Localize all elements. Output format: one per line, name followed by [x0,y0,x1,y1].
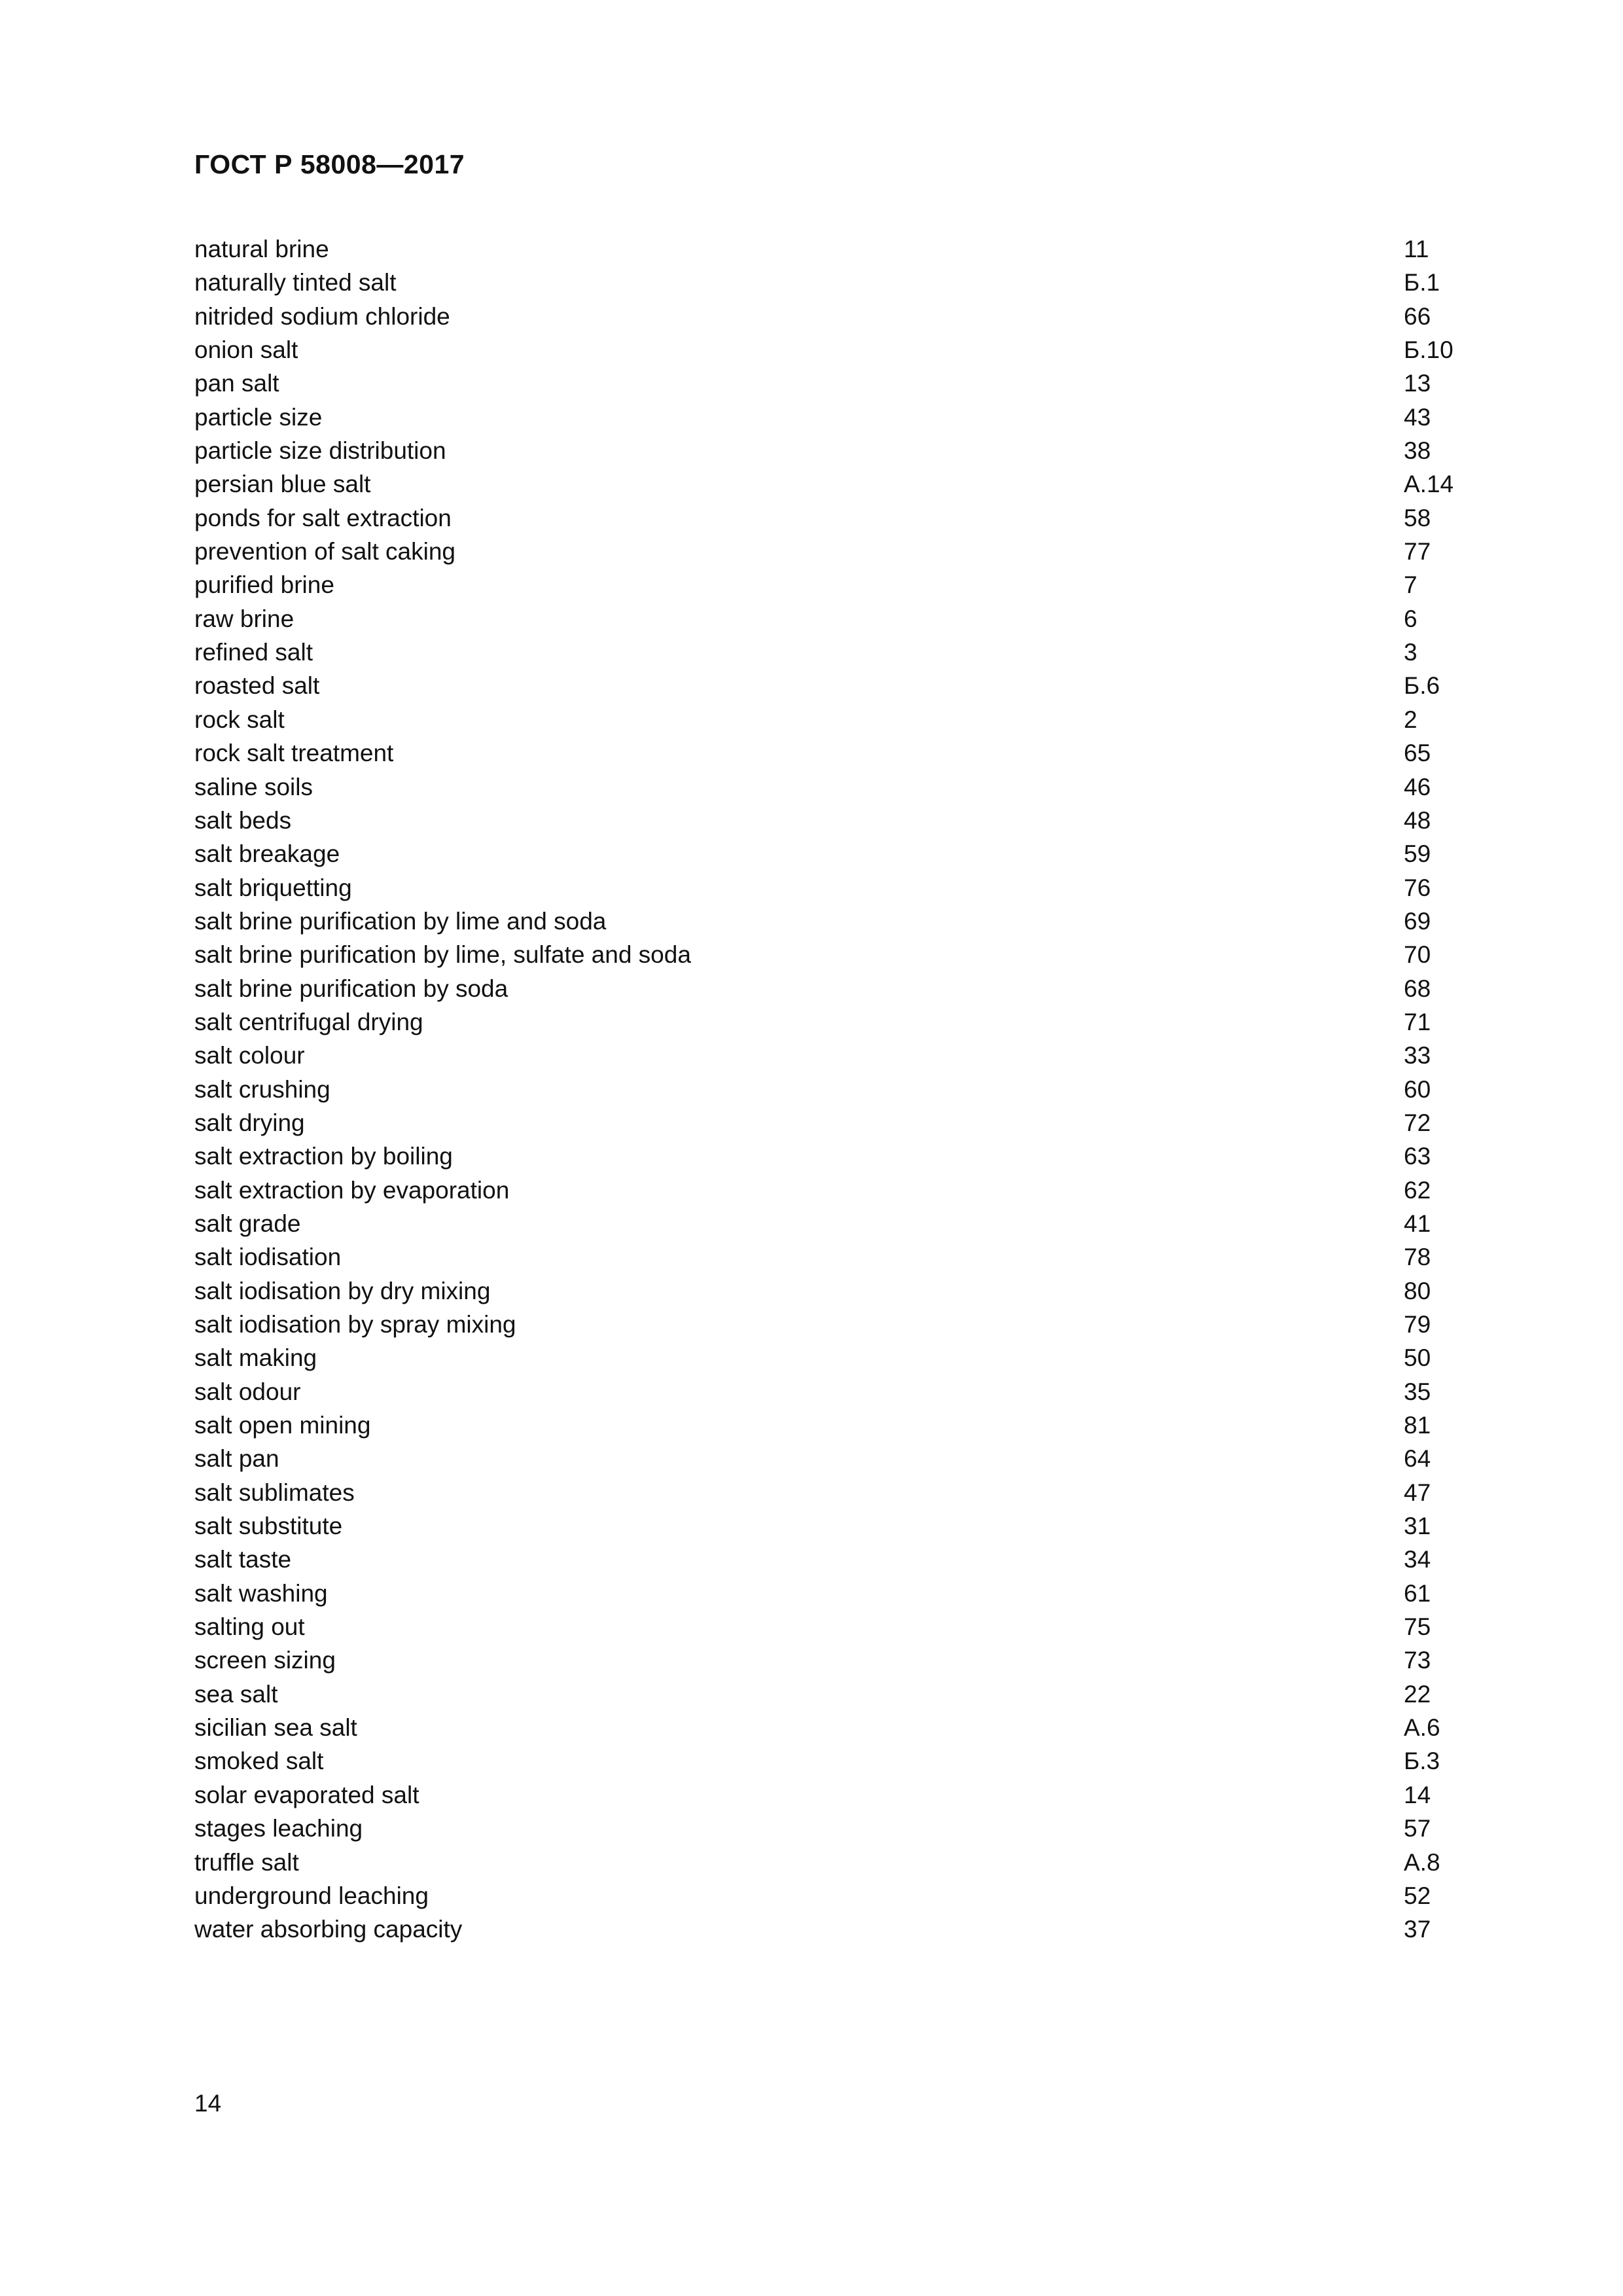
index-term: rock salt treatment [194,740,394,767]
index-entry [194,300,1457,333]
index-term: salt pan [194,1445,279,1473]
index-reference: Б.10 [1404,336,1454,364]
index-entry [194,1711,1457,1744]
index-entry [194,1039,1457,1072]
index-entry [194,736,1457,770]
index-term: persian blue salt [194,471,371,498]
index-reference: 77 [1404,538,1431,565]
index-reference: 50 [1404,1344,1431,1372]
index-entry [194,1543,1457,1576]
index-term: prevention of salt caking [194,538,456,565]
index-term: salt odour [194,1378,301,1405]
index-term: salt briquetting [194,874,352,901]
document-header: ГОСТ Р 58008—2017 [194,149,465,179]
index-entry [194,434,1457,467]
index-reference: 11 [1404,236,1429,262]
index-reference: 48 [1404,806,1431,834]
index-entry [194,837,1457,870]
index-entry [194,1846,1457,1879]
index-term: salt making [194,1344,317,1372]
index-reference: 80 [1404,1277,1431,1304]
index-term: salt washing [194,1579,328,1607]
index-reference: А.6 [1404,1714,1440,1742]
index-reference: 73 [1404,1647,1431,1674]
page-number: 14 [194,2090,222,2117]
index-entry [194,232,1457,266]
index-reference: 58 [1404,504,1431,531]
index-entry [194,1509,1457,1543]
index-entry [194,1207,1457,1240]
index-reference: 69 [1404,907,1431,935]
index-entry [194,669,1457,702]
index-term: salt iodisation by dry mixing [194,1277,491,1304]
index-reference: 72 [1404,1109,1431,1136]
index-entry [194,1577,1457,1610]
index-term: water absorbing capacity [194,1916,463,1943]
index-entry [194,1375,1457,1408]
index-term: salt iodisation [194,1244,342,1271]
index-term: salt crushing [194,1075,330,1103]
index-term: salt extraction by boiling [194,1143,453,1170]
index-entry [194,1106,1457,1139]
index-entry [194,1744,1457,1778]
index-term: salt beds [194,806,292,834]
index-reference: 22 [1404,1680,1431,1708]
index-term: salting out [194,1613,305,1641]
index-term: salt colour [194,1042,305,1069]
index-reference: 75 [1404,1613,1431,1641]
index-reference: 68 [1404,975,1431,1002]
index-term: purified brine [194,571,334,599]
index-term: sicilian sea salt [194,1714,357,1742]
index-entry [194,871,1457,905]
index-entry [194,972,1457,1005]
index-term: stages leaching [194,1815,363,1842]
index-term: salt brine purification by lime and soda [194,907,607,935]
index-reference: 47 [1404,1479,1431,1506]
index-term: roasted salt [194,672,320,700]
index-reference: 63 [1404,1143,1431,1170]
index-reference: 60 [1404,1075,1431,1103]
index-reference: 14 [1404,1781,1431,1808]
index-reference: 7 [1404,571,1418,599]
index-reference: 65 [1404,740,1431,767]
index-reference: 52 [1404,1882,1431,1909]
index-reference: 59 [1404,840,1431,868]
index-reference: Б.1 [1404,269,1440,296]
index-reference: 2 [1404,706,1418,733]
index-entry [194,938,1457,971]
index-entry [194,568,1457,601]
index-entry [194,535,1457,568]
index-reference: 70 [1404,941,1431,969]
index-entry [194,1476,1457,1509]
index-term: salt brine purification by lime, sulfate and soda [194,941,691,969]
index-reference: 13 [1404,370,1431,397]
index-entry [194,636,1457,669]
index-term: solar evaporated salt [194,1781,419,1808]
index-reference: 79 [1404,1311,1431,1338]
index-reference: 34 [1404,1546,1431,1573]
index-term: salt brine purification by soda [194,975,508,1002]
index-entry [194,1408,1457,1442]
index-term: pan salt [194,370,279,397]
index-term: salt taste [194,1546,292,1573]
index-reference: 71 [1404,1008,1431,1035]
index-entry [194,1073,1457,1106]
index-term: refined salt [194,639,313,666]
index-term: salt open mining [194,1412,371,1439]
index-term: salt centrifugal drying [194,1008,423,1035]
index-term: smoked salt [194,1748,324,1775]
index-term: naturally tinted salt [194,269,397,296]
index-term: truffle salt [194,1848,299,1876]
index-entry [194,703,1457,736]
index-entry [194,1174,1457,1207]
index-term: sea salt [194,1680,278,1708]
index-entry [194,501,1457,535]
index-term: salt iodisation by spray mixing [194,1311,516,1338]
index-reference: 3 [1404,639,1418,666]
index-entry [194,905,1457,938]
index-term: salt sublimates [194,1479,355,1506]
index-entry [194,602,1457,636]
index-entry [194,1442,1457,1475]
index-entry [194,1005,1457,1039]
index-reference: 57 [1404,1815,1431,1842]
index-reference: 78 [1404,1244,1431,1271]
index-entry [194,1610,1457,1643]
index-reference: 62 [1404,1176,1431,1204]
alphabetical-term-index [194,232,1457,1946]
index-term: salt substitute [194,1513,343,1540]
index-reference: 81 [1404,1412,1431,1439]
index-reference: 64 [1404,1445,1431,1473]
index-reference: 43 [1404,403,1431,431]
index-reference: 76 [1404,874,1431,901]
index-term: raw brine [194,605,294,632]
index-term: nitrided sodium chloride [194,302,450,330]
index-term: rock salt [194,706,285,733]
index-term: ponds for salt extraction [194,504,452,531]
index-entry [194,367,1457,400]
index-entry [194,333,1457,367]
index-reference: А.14 [1404,471,1454,498]
index-entry [194,1879,1457,1912]
index-entry [194,1912,1457,1946]
index-entry [194,1274,1457,1308]
index-reference: 66 [1404,302,1431,330]
index-reference: Б.6 [1404,672,1440,700]
index-reference: 61 [1404,1579,1431,1607]
index-term: particle size distribution [194,437,446,465]
index-term: screen sizing [194,1647,336,1674]
index-reference: 6 [1404,605,1418,632]
index-term: salt grade [194,1210,301,1237]
index-term: underground leaching [194,1882,429,1909]
index-entry [194,1308,1457,1341]
index-entry [194,1812,1457,1845]
index-entry [194,1139,1457,1173]
index-entry [194,1240,1457,1274]
index-reference: 33 [1404,1042,1431,1069]
index-reference: А.8 [1404,1848,1440,1876]
index-term: particle size [194,403,323,431]
index-reference: 38 [1404,437,1431,465]
index-reference: 31 [1404,1513,1431,1540]
index-entry [194,1778,1457,1812]
index-term: salt drying [194,1109,305,1136]
index-term: natural brine [194,236,329,262]
index-term: salt extraction by evaporation [194,1176,510,1204]
index-reference: 37 [1404,1916,1431,1943]
index-entry [194,401,1457,434]
index-reference: Б.3 [1404,1748,1440,1775]
index-entry [194,467,1457,501]
index-term: salt breakage [194,840,340,868]
index-term: onion salt [194,336,298,364]
index-term: saline soils [194,773,313,800]
index-entry [194,804,1457,837]
index-reference: 41 [1404,1210,1431,1237]
index-reference: 46 [1404,773,1431,800]
index-reference: 35 [1404,1378,1431,1405]
index-entry [194,770,1457,804]
index-entry [194,1643,1457,1677]
index-entry [194,266,1457,299]
index-entry [194,1341,1457,1374]
index-entry [194,1677,1457,1711]
